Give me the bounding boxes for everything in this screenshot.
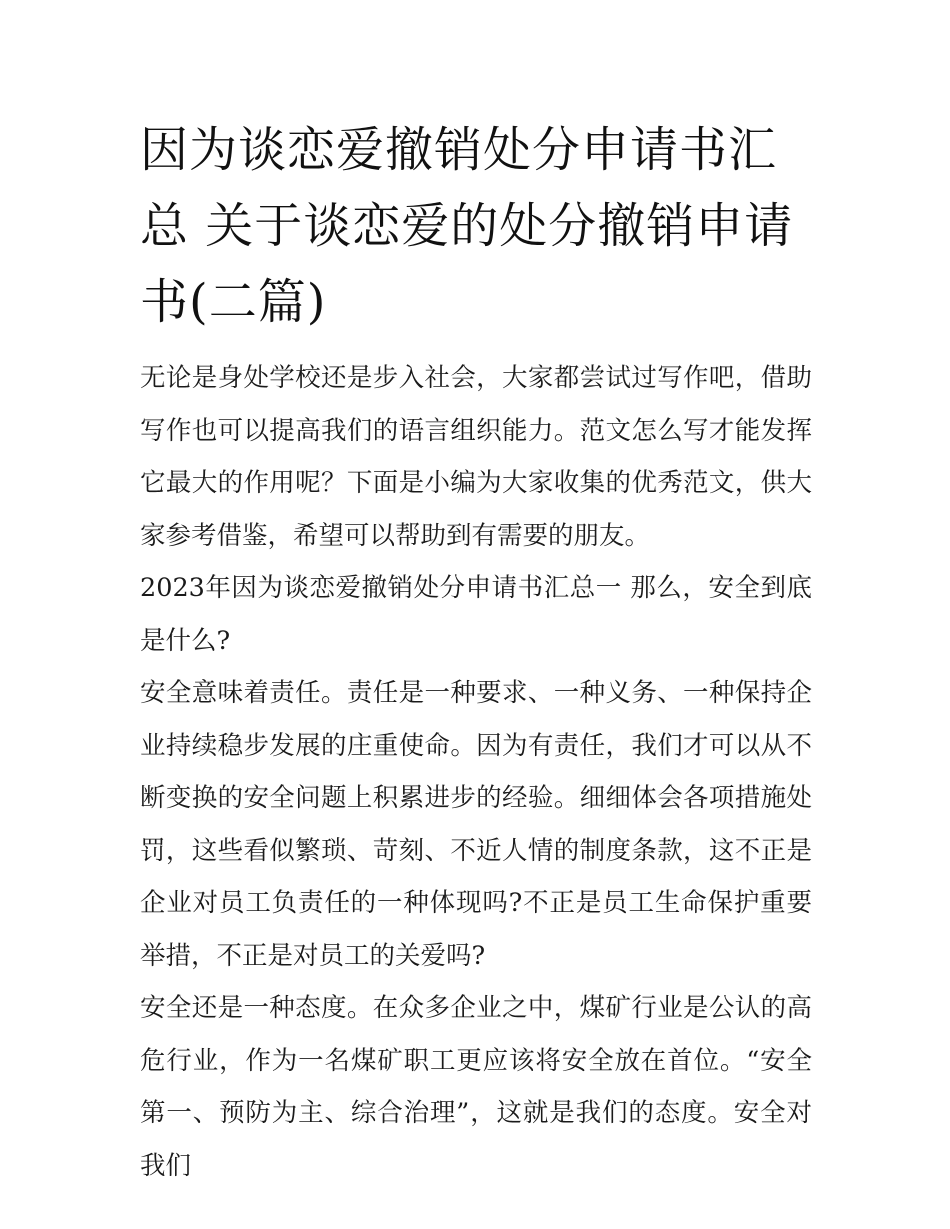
paragraph-intro: 无论是身处学校还是步入社会，大家都尝试过写作吧，借助写作也可以提高我们的语言组织能力。范文怎么写才能发挥它最大的作用呢？下面是小编为大家收集的优秀范文，供大家参考借鉴，希望可以帮助到有需要的朋友。 <box>140 363 812 551</box>
paragraph-question: 2023年因为谈恋爱撤销处分申请书汇总一 那么，安全到底是什么? <box>140 573 812 656</box>
paragraph-responsibility: 安全意味着责任。责任是一种要求、一种义务、一种保持企业持续稳步发展的庄重使命。因为有责任，我们才可以从不断变换的安全问题上积累进步的经验。细细体会各项措施处罚，这些看似繁琐、苛刻、不近人情的制度条款，这不正是企业对员工负责任的一种体现吗?不正是员工生命保护重要举措，不正是对员工的关爱吗? <box>140 678 812 971</box>
paragraph-attitude: 安全还是一种态度。在众多企业之中，煤矿行业是公认的高危行业，作为一名煤矿职工更应该将安全放在首位。“安全第一、预防为主、综合治理”，这就是我们的态度。安全对我们 <box>140 993 812 1181</box>
document-title: 因为谈恋爱撤销处分申请书汇总 关于谈恋爱的处分撤销申请书(二篇) <box>140 122 794 330</box>
document-body <box>140 112 812 1192</box>
